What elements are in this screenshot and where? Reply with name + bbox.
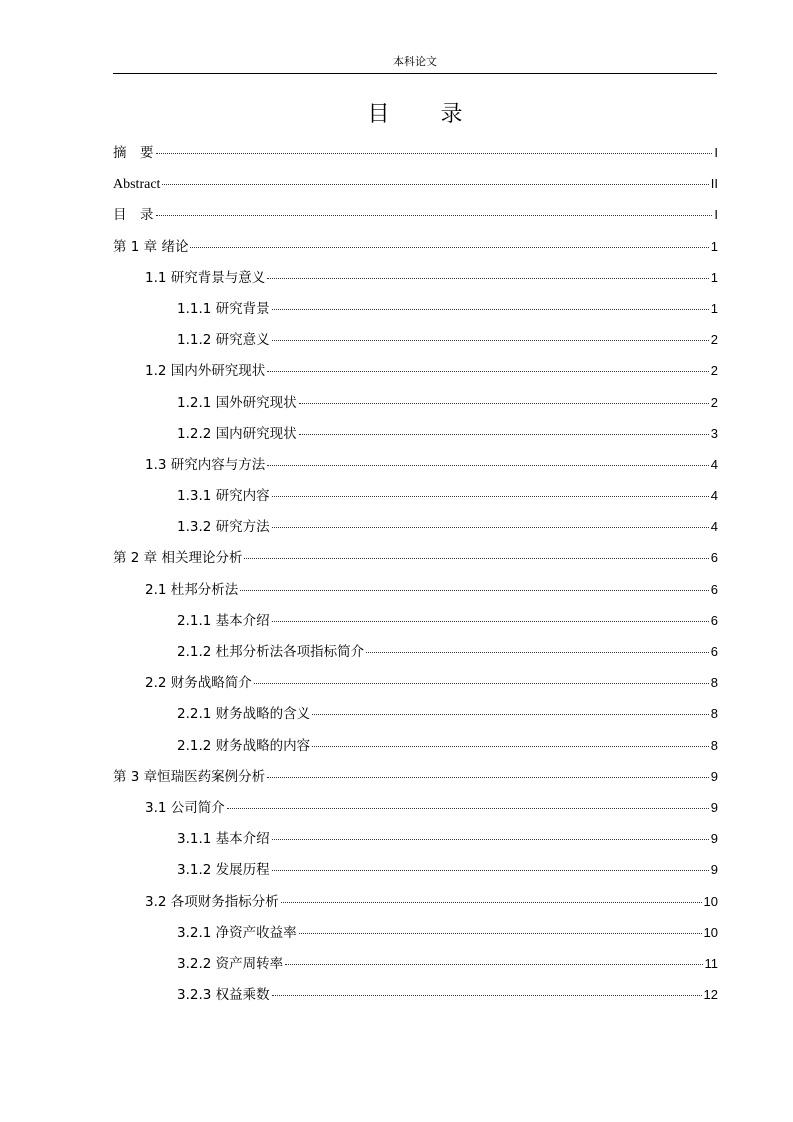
toc-entry[interactable] — [113, 137, 718, 168]
toc-dot-leader — [156, 152, 713, 154]
toc-entry[interactable] — [113, 355, 718, 386]
toc-entry-label: Abstract — [113, 177, 161, 193]
toc-dot-leader — [312, 745, 709, 747]
toc-entry[interactable] — [113, 418, 718, 449]
toc-dot-leader — [285, 963, 702, 965]
toc-entry-label: 3.1 公司简介 — [145, 799, 225, 816]
toc-page-number: 8 — [710, 706, 718, 722]
toc-entry-label: 第 1 章 绪论 — [113, 238, 189, 255]
toc-entry[interactable] — [113, 262, 718, 293]
toc-entry[interactable] — [113, 574, 718, 605]
toc-entry-label: 1.1.2 研究意义 — [177, 332, 270, 349]
toc-dot-leader — [281, 901, 702, 903]
toc-entry-label: 1.1.1 研究背景 — [177, 300, 270, 317]
toc-dot-leader — [267, 464, 709, 466]
toc-dot-leader — [267, 776, 709, 778]
toc-dot-leader — [272, 339, 709, 341]
toc-dot-leader — [272, 526, 709, 528]
toc-page-number: 6 — [710, 644, 718, 659]
toc-page-number: 9 — [710, 831, 718, 847]
toc-entry-label: 2.1 杜邦分析法 — [145, 581, 239, 598]
toc-entry-label: 2.2.1 财务战略的含义 — [177, 706, 311, 723]
toc-entry-label: 2.1.2 财务战略的内容 — [177, 737, 311, 754]
toc-entry-label: 1.1 研究背景与意义 — [145, 269, 266, 286]
toc-page-number: I — [714, 145, 718, 160]
toc-dot-leader — [272, 620, 709, 622]
toc-entry[interactable] — [113, 449, 718, 480]
toc-entry[interactable] — [113, 231, 718, 262]
running-header: 本科论文 — [393, 55, 437, 68]
toc-dot-leader — [190, 246, 708, 248]
toc-dot-leader — [162, 183, 708, 185]
toc-entry[interactable] — [113, 168, 718, 199]
toc-page-number: 6 — [710, 581, 718, 597]
toc-dot-leader — [240, 589, 709, 591]
toc-entry-label: 3.1.1 基本介绍 — [177, 831, 270, 848]
toc-dot-leader — [299, 402, 709, 404]
toc-entry[interactable] — [113, 667, 718, 698]
toc-entry[interactable] — [113, 542, 718, 573]
toc-page-number: 6 — [710, 550, 718, 566]
toc-entry-label: 1.3.1 研究内容 — [177, 488, 270, 505]
toc-page-number: 12 — [703, 987, 718, 1003]
toc-entry[interactable] — [113, 636, 718, 667]
toc-page-number: 8 — [710, 737, 718, 753]
toc-dot-leader — [267, 277, 709, 279]
toc-entry[interactable] — [113, 511, 718, 542]
toc-entry[interactable] — [113, 886, 718, 917]
toc-title: 目 录 — [367, 102, 485, 127]
toc-entry-label: 3.2 各项财务指标分析 — [145, 893, 279, 910]
toc-page-number: 4 — [710, 519, 718, 535]
toc-page-number: 1 — [710, 238, 718, 254]
toc-entry[interactable] — [113, 948, 718, 979]
toc-entry[interactable] — [113, 698, 718, 729]
toc-dot-leader — [272, 495, 709, 497]
toc-page-number: 11 — [704, 955, 718, 971]
toc-entry-label: 3.1.2 发展历程 — [177, 862, 270, 879]
toc-dot-leader — [156, 214, 713, 216]
toc-entry-label: 1.3.2 研究方法 — [177, 519, 270, 536]
toc-dot-leader — [299, 433, 709, 435]
toc-entry-label: 1.3 研究内容与方法 — [145, 456, 266, 473]
toc-page-number: I — [714, 207, 718, 223]
toc-page-number: 1 — [710, 300, 718, 316]
toc-entry-label: 2.1.2 杜邦分析法各项指标简介 — [177, 644, 365, 660]
toc-page-number: II — [710, 176, 718, 192]
toc-dot-leader — [272, 308, 709, 310]
toc-dot-leader — [254, 682, 709, 684]
toc-entry[interactable] — [113, 387, 718, 418]
toc-entry[interactable] — [113, 792, 718, 823]
toc-dot-leader — [272, 838, 709, 840]
toc-entry-label: 第 2 章 相关理论分析 — [113, 550, 243, 567]
toc-page-number: 2 — [710, 394, 718, 410]
toc-page-number: 9 — [710, 799, 718, 815]
toc-dot-leader — [272, 869, 709, 871]
toc-entry[interactable] — [113, 730, 718, 761]
toc-dot-leader — [244, 557, 708, 559]
toc-entry[interactable] — [113, 823, 718, 854]
toc-list — [113, 137, 718, 1010]
toc-entry-label: 1.2.1 国外研究现状 — [177, 394, 297, 411]
toc-page-number: 8 — [710, 675, 718, 691]
toc-dot-leader — [366, 651, 709, 653]
toc-page-number: 6 — [710, 612, 718, 628]
toc-page-number: 10 — [703, 893, 718, 909]
toc-entry-label: 1.2.2 国内研究现状 — [177, 425, 297, 442]
toc-dot-leader — [267, 370, 709, 372]
toc-dot-leader — [312, 713, 709, 715]
toc-entry[interactable] — [113, 605, 718, 636]
toc-entry-label: 摘 要 — [113, 145, 154, 161]
toc-page-number: 9 — [710, 768, 718, 784]
toc-page-number: 10 — [703, 924, 718, 940]
toc-dot-leader — [272, 994, 702, 996]
toc-entry[interactable] — [113, 324, 718, 355]
toc-entry-label: 第 3 章恒瑞医药案例分析 — [113, 768, 266, 785]
toc-entry-label: 目 录 — [113, 207, 154, 224]
toc-page-number: 4 — [710, 488, 718, 504]
toc-entry-label: 2.1.1 基本介绍 — [177, 612, 270, 629]
toc-page-number: 4 — [710, 456, 718, 472]
toc-entry[interactable] — [113, 979, 718, 1010]
toc-page-number: 2 — [710, 363, 718, 379]
toc-page-number: 3 — [710, 425, 718, 441]
toc-entry-label: 3.2.3 权益乘数 — [177, 987, 270, 1004]
toc-entry[interactable] — [113, 480, 718, 511]
toc-entry[interactable] — [113, 761, 718, 792]
toc-entry-label: 3.2.2 资产周转率 — [177, 955, 284, 972]
toc-entry[interactable] — [113, 917, 718, 948]
toc-entry-label: 2.2 财务战略简介 — [145, 675, 252, 692]
toc-entry-label: 1.2 国内外研究现状 — [145, 363, 266, 380]
toc-entry[interactable] — [113, 293, 718, 324]
header-rule — [113, 73, 717, 74]
toc-page-number: 2 — [710, 332, 718, 348]
toc-entry-label: 3.2.1 净资产收益率 — [177, 924, 297, 941]
toc-entry[interactable] — [113, 854, 718, 885]
toc-dot-leader — [299, 932, 702, 934]
toc-dot-leader — [227, 807, 709, 809]
toc-entry[interactable] — [113, 199, 718, 230]
toc-page-number: 9 — [710, 862, 718, 878]
toc-page-number: 1 — [710, 269, 718, 285]
